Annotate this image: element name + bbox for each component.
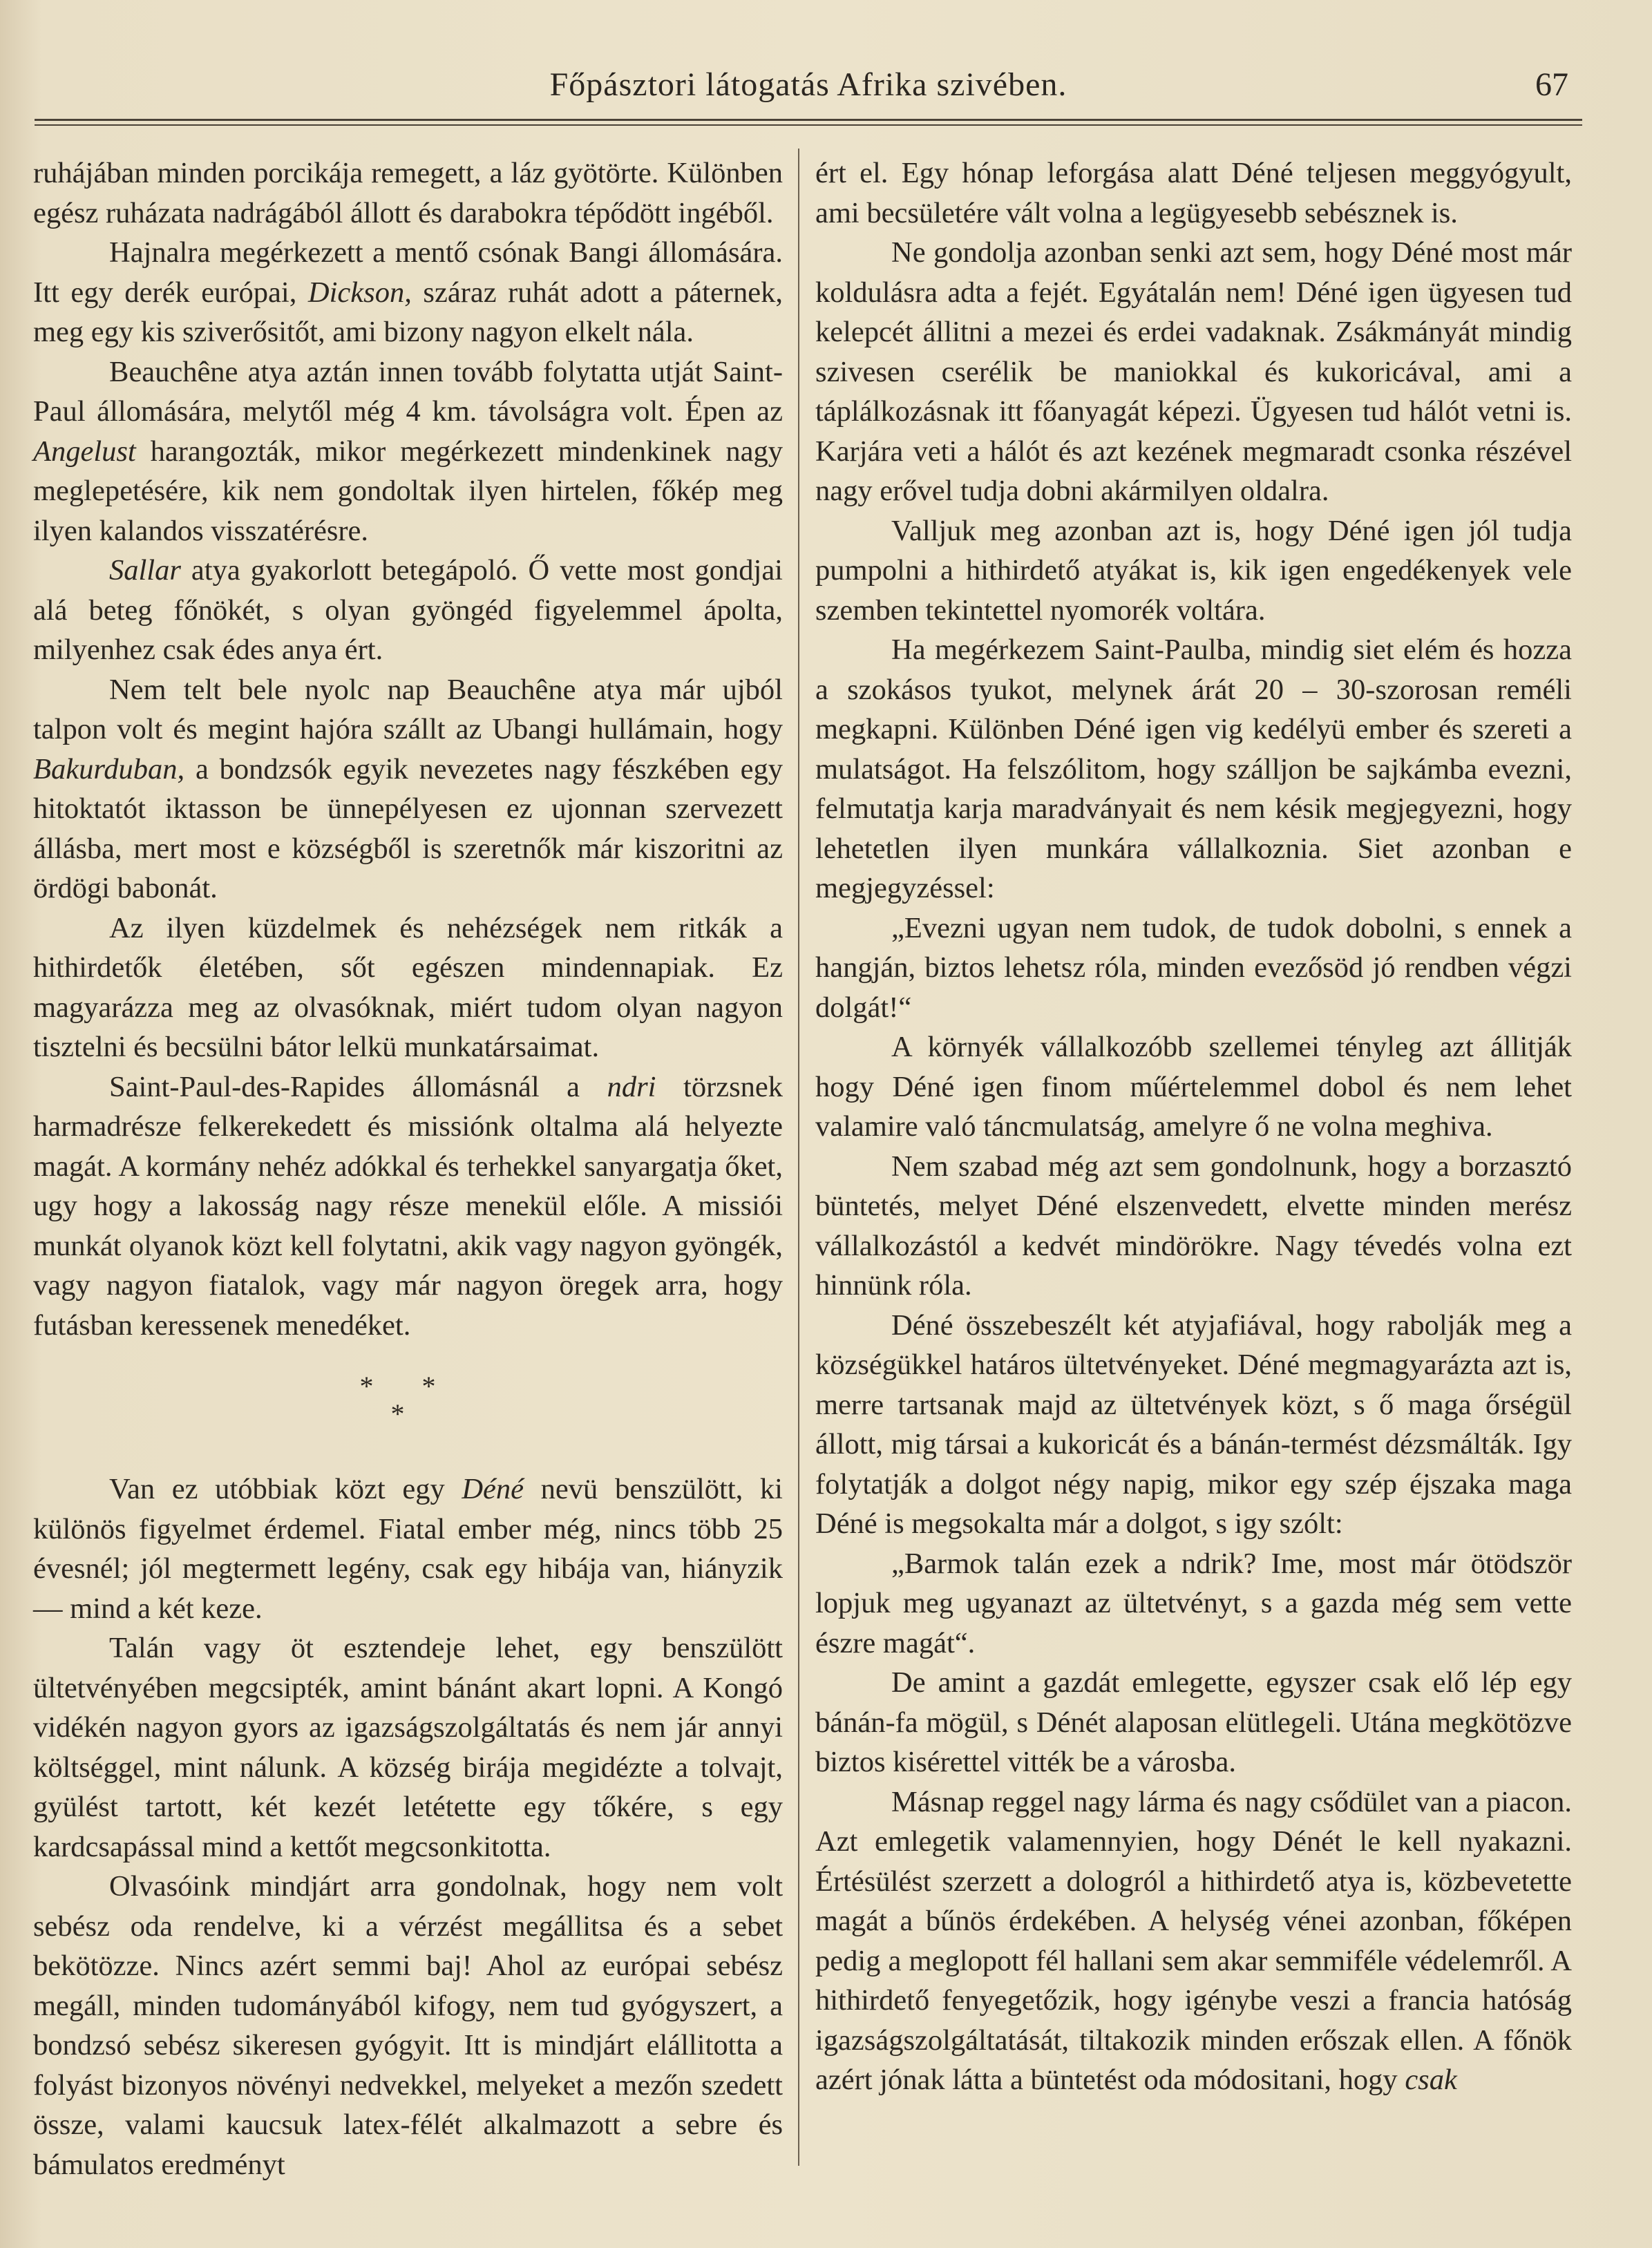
header-rule-thin [35, 124, 1582, 126]
paragraph: Valljuk meg azonban azt is, hogy Déné igen jól tudja pumpolni a hithirdető atyákat is, kik igen engedékenyek vele szemben tekintettel nyomorék voltára. [815, 514, 1572, 627]
paragraph: A környék vállalkozóbb szellemei tényleg azt állitják hogy Déné igen finom műértelemmel dobol és nem lehet valamire való táncmulatság, amelyre ő ne volna meghiva. [815, 1031, 1572, 1143]
paragraph: Hajnalra megérkezett a mentő csónak Bangi állomására. Itt egy derék európai, Dickson, száraz ruhát adott a páternek, meg egy kis sziverősitőt, ami bizony nagyon elkelt nála. [33, 236, 783, 348]
paragraph: Déné összebeszélt két atyjafiával, hogy rabolják meg a községükkel határos ültetvényeket. Déné megmagyarázta azt is, merre tartsanak majd az ültetvények közt, s ő maga őrségül állott, mig társai a kukoricát és a bánán-termést dézsmálták. Igy folytatják a dolgot négy napig, mikor egy szép éjszaka maga Déné is megsokalta már a dolgot, s igy szólt: [815, 1308, 1572, 1540]
paragraph: Az ilyen küzdelmek és nehézségek nem ritkák a hithirdetők életében, sőt egészen mindennapiak. Ez magyarázza meg az olvasóknak, miért tudom olyan nagyon tisztelni és becsülni bátor lelkü munkatársaimat. [33, 911, 783, 1063]
emphasis: Déné [462, 1473, 524, 1505]
paragraph: Ha megérkezem Saint-Paulba, mindig siet elém és hozza a szokásos tyukot, melynek árát 20 – 30-szorosan reméli megkapni. Különben Déné igen vig kedélyü ember és szereti a mulatságot. Ha felszólitom, hogy szálljon be sajkámba evezni, felmutatja karja maradványait és nem késik megjegyezni, hogy lehetetlen ilyen munkára vállalkoznia. Siet azonban e megjegyzéssel: [815, 634, 1572, 904]
running-title: Főpásztori látogatás Afrika szivében. [549, 66, 1067, 103]
paragraph: ruhájában minden porcikája remegett, a láz gyötörte. Különben egész ruházata nadrágából állott és darabokra tépődött ingéből. [33, 157, 783, 229]
separator-star-bottom: * [390, 1398, 426, 1429]
right-column [815, 153, 1572, 2100]
emphasis: csak [1405, 2064, 1457, 2096]
paragraph: Ne gondolja azonban senki azt sem, hogy Déné most már koldulásra adta a fejét. Egyátalán nem! Déné igen ügyesen tud kelepcét állitni a mezei és erdei vadaknak. Zsákmányát mindig szivesen cserélik be maniokkal és kukoricával, ami a táplálkozásnak itt főanyagát képezi. Ügyesen tud hálót vetni is. Karjára veti a hálót és azt kezének megmaradt csonka részével nagy erővel tudja dobni akármilyen oldalra. [815, 236, 1572, 507]
emphasis: Sallar [109, 554, 181, 587]
emphasis: ndri [607, 1070, 656, 1103]
column-divider [798, 149, 799, 2166]
paragraph: Saint-Paul-des-Rapides állomásnál a ndri törzsnek harmadrésze felkerekedett és missiónk oltalma alá helyezte magát. A kormány nehéz adókkal és terhekkel sanyargatja őket, ugy hogy a lakosság nagy része menekül előle. A missiói munkát olyanok közt kell folytatni, akik vagy nagyon gyöngék, vagy nagyon fiatalok, vagy már nagyon öregek arra, hogy futásban keressenek menedéket. [33, 1070, 784, 1342]
page-number: 67 [1535, 66, 1568, 103]
emphasis: Dickson, [307, 276, 412, 309]
paragraph: ért el. Egy hónap leforgása alatt Déné teljesen meggyógyult, ami becsületére vált volna a legügyesebb sebésznek is. [815, 157, 1572, 229]
paragraph: „Evezni ugyan nem tudok, de tudok dobolni, s ennek a hangján, biztos lehetsz róla, minden evezősöd jó rendben végzi dolgát!“ [815, 911, 1572, 1024]
paragraph: Sallar atya gyakorlott betegápoló. Ő vette most gondjai alá beteg főnökét, s olyan gyöngéd figyelemmel ápolta, milyenhez csak édes anya ért. [33, 554, 783, 666]
paragraph: „Barmok talán ezek a ndrik? Ime, most már ötödször lopjuk meg ugyanazt az ültetvényt, s a gazda még sem vette észre magát“. [815, 1547, 1572, 1659]
left-column [33, 153, 783, 2184]
header-rule [35, 119, 1582, 121]
paragraph: Olvasóink mindjárt arra gondolnak, hogy nem volt sebész oda rendelve, ki a vérzést megállitsa és a sebet bekötözze. Nincs azért semmi baj! Ahol az európai sebész megáll, minden tudományából kifogy, nem tud gyógyszert, a bondzsó sebész sikeresen gyógyit. Itt is mindjárt elállitotta a folyást bizonyos növényi nedvekkel, melyeket a mezőn szedett össze, valami kaucsuk latex-félét alkalmazott a sebre és bámulatos eredményt [33, 1870, 783, 2181]
separator-stars-top: * * [359, 1371, 457, 1402]
paragraph: Talán vagy öt esztendeje lehet, egy benszülött ültetvényében megcsipték, amint bánánt akart lopni. A Kongó vidékén nagyon gyors az igazságszolgáltatás és nem jár annyi költséggel, mint nálunk. A község birája megidézte a tolvajt, gyülést tartott, két kezét letétette egy tőkére, s egy kardcsapással mind a kettőt megcsonkitotta. [33, 1632, 783, 1863]
paragraph: De amint a gazdát emlegette, egyszer csak elő lép egy bánán-fa mögül, s Dénét alaposan elütlegeli. Utána megkötözve biztos kisérettel vitték be a városba. [815, 1666, 1572, 1778]
paragraph: Van ez utóbbiak közt egy Déné nevü benszülött, ki különös figyelmet érdemel. Fiatal ember még, nincs több 25 évesnél; jól megtermett legény, csak egy hibája van, hiányzik — mind a két keze. [33, 1473, 783, 1625]
paragraph: Másnap reggel nagy lárma és nagy csődület van a piacon. Azt emlegetik valamennyien, hogy Dénét le kell nyakazni. Értésülést szerzett a dologról a hithirdető atya is, közbevetette magát a bűnös érdekében. A helység vénei azonban, főképen pedig a meglopott fél hallani sem akar semmiféle védelemről. A hithirdető fenyegetőzik, hogy igénybe veszi a francia hatóság igazságszolgáltatását, tiltakozik minden erőszak ellen. A főnök azért jónak látta a büntetést oda módositani, hogy csak [815, 1785, 1572, 2096]
paragraph: Beauchêne atya aztán innen tovább folytatta utját Saint-Paul állomására, melytől még 4 km. távolságra volt. Épen az Angelust harangozták, mikor megérkezett mindenkinek nagy meglepetésére, kik nem gondoltak ilyen hirtelen, főkép meg ilyen kalandos visszatérésre. [33, 355, 783, 547]
emphasis: Bakurduban, [33, 752, 185, 785]
section-separator [33, 1373, 783, 1428]
emphasis: Angelust [33, 435, 136, 468]
paragraph: Nem telt bele nyolc nap Beauchêne atya már ujból talpon volt és megint hajóra szállt az Ubangi hullámain, hogy Bakurduban, a bondzsók egyik nevezetes nagy fészkében egy hitoktatót iktasson be ünnepélyesen ez ujonnan szervezett állásba, mert most e községből is szeretnők már kiszoritni az ördögi babonát. [33, 673, 783, 904]
paragraph: Nem szabad még azt sem gondolnunk, hogy a borzasztó büntetés, melyet Déné elszenvedett, elvette minden merész vállalkozástól a kedvét mindörökre. Nagy tévedés volna ezt hinnünk róla. [815, 1150, 1572, 1302]
